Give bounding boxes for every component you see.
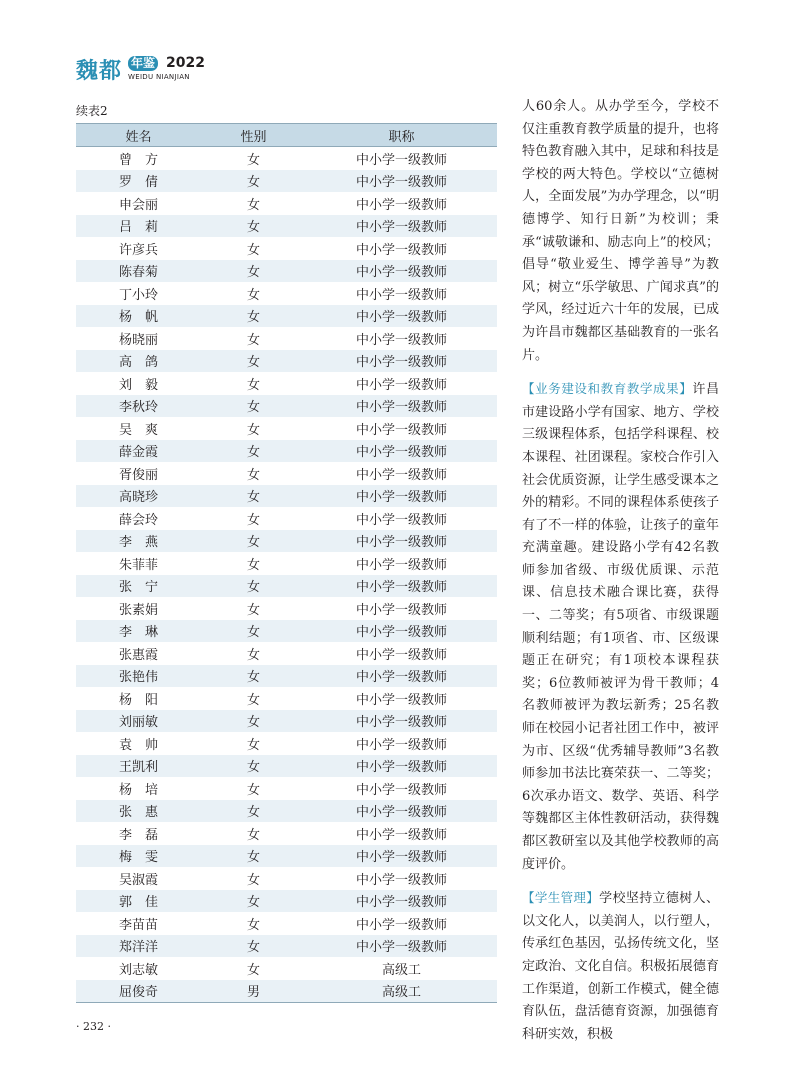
- cell-gender: 女: [246, 512, 260, 528]
- cell-title: 中小学一级教师: [306, 260, 497, 283]
- table-row: [76, 867, 497, 890]
- cell-name: 曾 方: [118, 152, 158, 168]
- cell-title: 中小学一级教师: [306, 845, 497, 868]
- cell-name: 许彦兵: [118, 242, 158, 258]
- cell-title: 中小学一级教师: [306, 665, 497, 688]
- table-row: [76, 575, 497, 598]
- cell-gender: 女: [201, 665, 306, 688]
- table-row: [76, 912, 497, 935]
- table-row: [76, 710, 497, 733]
- cell-title: 中小学一级教师: [306, 530, 497, 553]
- table-row: [76, 642, 497, 665]
- table-row: [76, 372, 497, 395]
- cell-title: 中小学一级教师: [306, 620, 497, 643]
- cell-title: 中小学一级教师: [306, 170, 497, 193]
- cell-name: 李 琳: [76, 620, 201, 643]
- table-row: [76, 687, 497, 710]
- table-row: [76, 665, 497, 688]
- table-row: [76, 957, 497, 980]
- cell-name: 张惠霞: [118, 647, 158, 663]
- cell-gender: 女: [201, 530, 306, 553]
- cell-name: 吴 爽: [118, 422, 158, 438]
- cell-name: 李 燕: [76, 530, 201, 553]
- table-row: [76, 890, 497, 913]
- cell-gender: 女: [246, 872, 260, 888]
- cell-title: 中小学一级教师: [355, 467, 447, 483]
- cell-gender: 女: [201, 755, 306, 778]
- cell-name: 刘丽敏: [76, 710, 201, 733]
- cell-title: 中小学一级教师: [355, 872, 447, 888]
- cell-gender: 女: [201, 845, 306, 868]
- cell-gender: 女: [246, 467, 260, 483]
- cell-title: 中小学一级教师: [355, 152, 447, 168]
- cell-title: 中小学一级教师: [355, 377, 447, 393]
- cell-name: 袁 帅: [118, 737, 158, 753]
- table-row: [76, 305, 497, 328]
- cell-title: 中小学一级教师: [355, 422, 447, 438]
- cell-gender: 女: [201, 710, 306, 733]
- column-header-title: 职称: [306, 124, 497, 147]
- paragraph-intro: [522, 96, 719, 367]
- table-row: [76, 732, 497, 755]
- cell-gender: 男: [201, 980, 306, 1003]
- table-row: [76, 215, 497, 238]
- cell-name: 杨 阳: [118, 692, 158, 708]
- table-row: [76, 935, 497, 958]
- cell-title: 中小学一级教师: [355, 287, 447, 303]
- cell-name: 高 鸽: [76, 350, 201, 373]
- cell-name: 郑洋洋: [76, 935, 201, 958]
- cell-name: 张艳伟: [76, 665, 201, 688]
- table-row: [76, 597, 497, 620]
- cell-gender: 女: [246, 287, 260, 303]
- cell-gender: 女: [246, 377, 260, 393]
- table-row: [76, 417, 497, 440]
- cell-name: 郭 佳: [76, 890, 201, 913]
- cell-title: 高级工: [381, 962, 421, 978]
- cell-name: 杨 帆: [76, 305, 201, 328]
- cell-gender: 女: [201, 395, 306, 418]
- table-row: [76, 147, 497, 170]
- cell-title: 中小学一级教师: [355, 917, 447, 933]
- cell-gender: 女: [201, 935, 306, 958]
- cell-gender: 女: [201, 800, 306, 823]
- table-row: [76, 620, 497, 643]
- paragraph-text: 学校坚持立德树人、以文化人，以美润人，以行塑人，传承红色基因，弘扬传统文化，坚定政治、文化自信。积极拓展德育工作渠道，创新工作模式，健全德育队伍，盘活德育资源，加强德育科研实效，积极: [522, 891, 719, 1042]
- cell-name: 陈春菊: [76, 260, 201, 283]
- cell-title: 中小学一级教师: [355, 332, 447, 348]
- cell-title: 中小学一级教师: [306, 800, 497, 823]
- table-row: [76, 350, 497, 373]
- logo-badge: 年鉴: [128, 56, 158, 71]
- cell-gender: 女: [201, 170, 306, 193]
- cell-title: 中小学一级教师: [306, 440, 497, 463]
- table-row: [76, 800, 497, 823]
- cell-title: 中小学一级教师: [355, 692, 447, 708]
- table-row: [76, 462, 497, 485]
- table-row: [76, 822, 497, 845]
- section-heading: 【学生管理】: [522, 890, 600, 906]
- cell-gender: 女: [201, 215, 306, 238]
- cell-name: 丁小玲: [118, 287, 158, 303]
- cell-name: 吕 莉: [76, 215, 201, 238]
- table-row: [76, 530, 497, 553]
- cell-title: 中小学一级教师: [306, 890, 497, 913]
- cell-name: 杨晓丽: [118, 332, 158, 348]
- cell-title: 中小学一级教师: [355, 647, 447, 663]
- cell-gender: 女: [201, 620, 306, 643]
- cell-name: 薛会玲: [118, 512, 158, 528]
- cell-gender: 女: [246, 422, 260, 438]
- table-row: [76, 485, 497, 508]
- cell-name: 朱菲菲: [118, 557, 158, 573]
- cell-name: 张 惠: [76, 800, 201, 823]
- cell-name: 屈俊奇: [76, 980, 201, 1003]
- cell-name: 薛金霞: [76, 440, 201, 463]
- logo-subtitle: WEIDU NIANJIAN: [128, 73, 190, 81]
- table-row: [76, 282, 497, 305]
- cell-gender: 女: [246, 647, 260, 663]
- cell-gender: 女: [201, 485, 306, 508]
- cell-gender: 女: [246, 242, 260, 258]
- cell-name: 刘 毅: [118, 377, 158, 393]
- cell-gender: 女: [246, 332, 260, 348]
- cell-gender: 女: [246, 692, 260, 708]
- cell-title: 中小学一级教师: [306, 395, 497, 418]
- cell-gender: 女: [246, 152, 260, 168]
- logo-year: 2022: [166, 55, 205, 71]
- cell-gender: 女: [246, 197, 260, 213]
- cell-name: 高晓珍: [76, 485, 201, 508]
- cell-gender: 女: [246, 557, 260, 573]
- cell-title: 中小学一级教师: [355, 242, 447, 258]
- section-heading: 【业务建设和教育教学成果】: [522, 381, 693, 397]
- table-caption: 续表2: [76, 104, 108, 118]
- paragraph-text: 人60余人。从办学至今，学校不仅注重教育教学质量的提升，也将特色教育融入其中，足球和科技是学校的两大特色。学校以“立德树人，全面发展”为办学理念，以“明德博学、知行日新”为校训；秉承“诚敬谦和、励志向上”的校风；倡导“敬业爱生、博学善导”为教风；树立“乐学敏思、广闻求真”的学风，经过近六十年的发展，已成为许昌市魏都区基础教育的一张名片。: [522, 99, 719, 363]
- right-text-column: [522, 96, 719, 1046]
- paragraph-text: 许昌市建设路小学有国家、地方、学校三级课程体系，包括学科课程、校本课程、社团课程。家校合作引入社会优质资源，让学生感受课本之外的精彩。不同的课程体系使孩子有了不一样的体验，让孩子的童年充满童趣。建设路小学有42名教师参加省级、市级优质课、示范课、信息技术融合课比赛，获得一、二等奖；有5项省、市级课题顺利结题；有1项省、市、区级课题正在研究；有1项校本课程获奖；6位教师被评为骨干教师；4名教师被评为教坛新秀；25名教师在校园小记者社团工作中，被评为市、区级“优秀辅导教师”3名教师参加书法比赛荣获一、二等奖；6次承办语文、数学、英语、科学等魏都区主体性教研活动，获得魏都区教研室以及其他学校教师的高度评价。: [522, 382, 719, 872]
- cell-gender: 女: [201, 890, 306, 913]
- cell-gender: 女: [246, 962, 260, 978]
- table-row: [76, 440, 497, 463]
- table-row: [76, 192, 497, 215]
- cell-name: 罗 倩: [76, 170, 201, 193]
- cell-title: 中小学一级教师: [306, 350, 497, 373]
- paragraph-achievements: [522, 378, 719, 876]
- paragraph-student-management: [522, 887, 719, 1046]
- table-row: [76, 777, 497, 800]
- cell-name: 李 磊: [118, 827, 158, 843]
- cell-name: 申会丽: [118, 197, 158, 213]
- cell-gender: 女: [246, 827, 260, 843]
- cell-gender: 女: [201, 440, 306, 463]
- cell-title: 中小学一级教师: [306, 305, 497, 328]
- cell-name: 李苗苗: [118, 917, 158, 933]
- cell-gender: 女: [201, 350, 306, 373]
- cell-title: 中小学一级教师: [306, 575, 497, 598]
- table-row: [76, 260, 497, 283]
- cell-name: 吴淑霞: [118, 872, 158, 888]
- cell-name: 杨 培: [118, 782, 158, 798]
- column-header-gender: 性别: [201, 124, 306, 147]
- cell-gender: 女: [246, 602, 260, 618]
- cell-title: 中小学一级教师: [306, 755, 497, 778]
- cell-gender: 女: [246, 737, 260, 753]
- cell-gender: 女: [201, 305, 306, 328]
- table-row: [76, 170, 497, 193]
- cell-title: 中小学一级教师: [306, 710, 497, 733]
- table-row: [76, 980, 497, 1003]
- cell-title: 中小学一级教师: [355, 602, 447, 618]
- cell-name: 刘志敏: [118, 962, 158, 978]
- cell-gender: 女: [246, 782, 260, 798]
- table-row: [76, 237, 497, 260]
- cell-title: 中小学一级教师: [355, 512, 447, 528]
- cell-title: 高级工: [306, 980, 497, 1003]
- cell-title: 中小学一级教师: [306, 485, 497, 508]
- cell-title: 中小学一级教师: [355, 737, 447, 753]
- cell-title: 中小学一级教师: [306, 215, 497, 238]
- cell-gender: 女: [246, 917, 260, 933]
- cell-name: 张素娟: [118, 602, 158, 618]
- table-row: [76, 552, 497, 575]
- cell-gender: 女: [201, 260, 306, 283]
- logo-title: 魏都: [76, 58, 123, 84]
- cell-name: 梅 雯: [76, 845, 201, 868]
- cell-name: 张 宁: [76, 575, 201, 598]
- yearbook-logo: [76, 54, 205, 84]
- page-number: · 232 ·: [76, 1020, 111, 1033]
- table-row: [76, 395, 497, 418]
- cell-gender: 女: [201, 575, 306, 598]
- cell-name: 李秋玲: [76, 395, 201, 418]
- table-row: [76, 845, 497, 868]
- staff-table: [76, 123, 497, 1003]
- cell-title: 中小学一级教师: [355, 782, 447, 798]
- table-row: [76, 327, 497, 350]
- cell-name: 胥俊丽: [118, 467, 158, 483]
- table-header-row: [76, 124, 497, 147]
- cell-name: 王凯利: [76, 755, 201, 778]
- column-header-name: 姓名: [76, 124, 201, 147]
- table-body: [76, 147, 497, 1003]
- cell-title: 中小学一级教师: [355, 557, 447, 573]
- cell-title: 中小学一级教师: [355, 827, 447, 843]
- cell-title: 中小学一级教师: [355, 197, 447, 213]
- cell-title: 中小学一级教师: [306, 935, 497, 958]
- table-row: [76, 755, 497, 778]
- table-row: [76, 507, 497, 530]
